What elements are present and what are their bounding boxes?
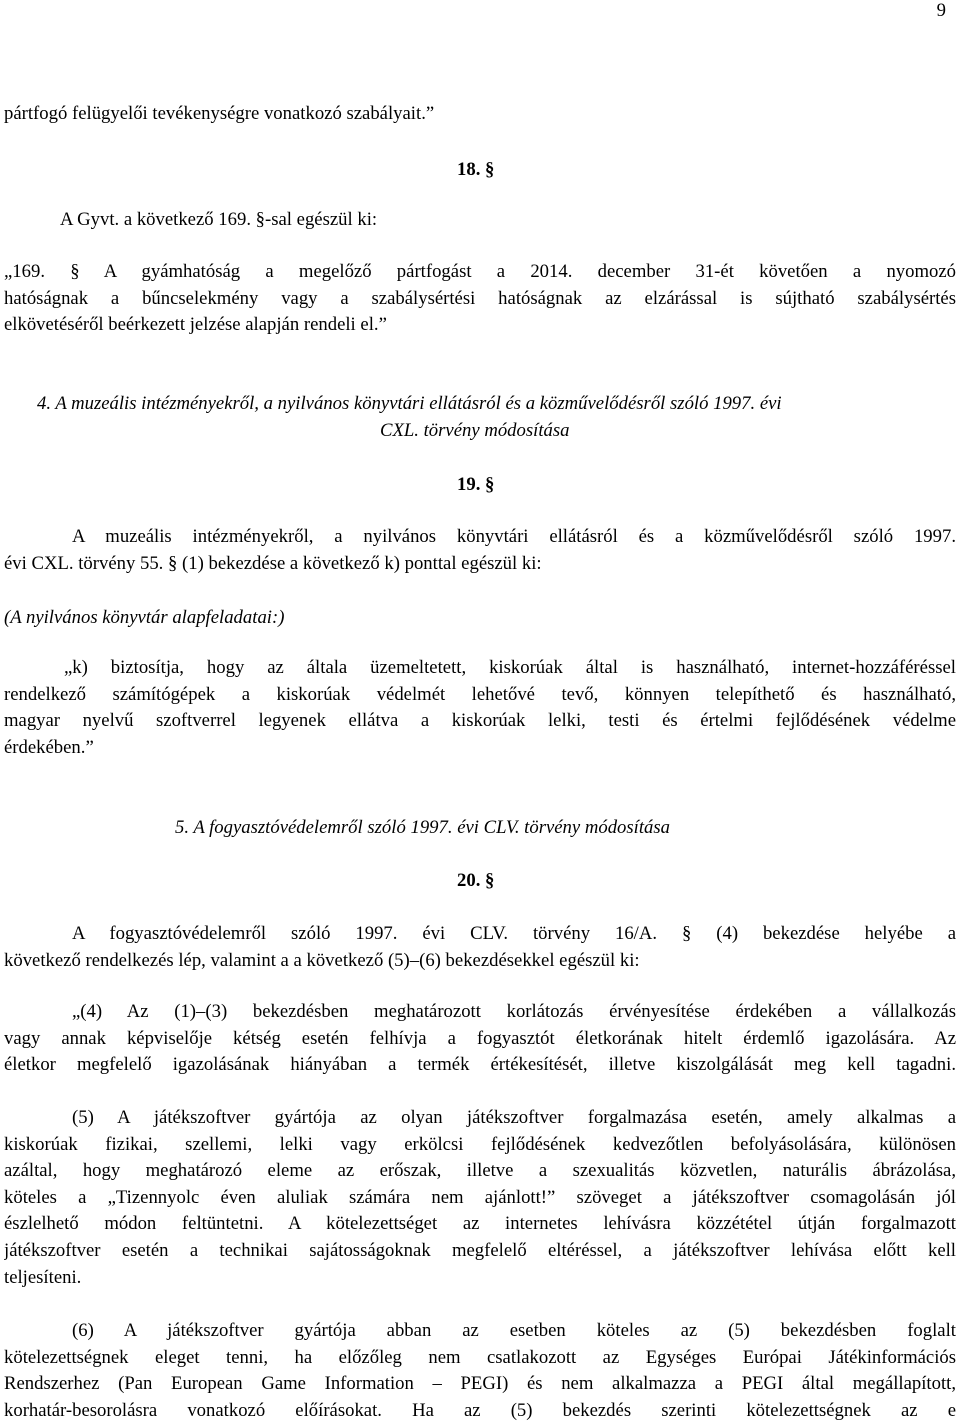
paragraph-4-line: életkor megfelelő igazolásának hiányában a termék értékesítését, illetve kiszolgálását meg kell tagadni.	[4, 1054, 956, 1076]
section-19-number: 19. §	[457, 474, 495, 495]
section-19-body-line: magyar nyelvű szoftverrel legyenek ellátva a kiskorúak lelki, testi és értelmi fejlődésének védelme	[4, 710, 956, 732]
paragraph-5-line: teljesíteni.	[4, 1266, 82, 1288]
section-19-body	[4, 655, 956, 761]
paragraph-5-line: azáltal, hogy meghatározó eleme az erőszak, illetve a szexualitás közvetlen, naturális ábrázolása,	[4, 1160, 956, 1182]
paragraph-6-line: (6) A játékszoftver gyártója abban az esetben köteles az (5) bekezdésben foglalt	[72, 1320, 956, 1341]
section-19-body-line: érdekében.”	[4, 736, 94, 758]
section-18-intro: A Gyvt. a következő 169. §-sal egészül ki:	[60, 209, 378, 230]
paragraph-5-line: kiskorúak fizikai, szellemi, lelki vagy erkölcsi fejlődésének kedvezőtlen befolyásolására, különösen	[4, 1133, 956, 1155]
section-20-intro	[4, 921, 956, 974]
paragraph-5-line: köteles a „Tizennyolc éven aluliak számára nem ajánlott!” szöveget a játékszoftver csomagolásán jól	[4, 1186, 956, 1208]
section-19-context: (A nyilvános könyvtár alapfeladatai:)	[4, 607, 285, 628]
section-19-body-line: „k) biztosítja, hogy az általa üzemeltetett, kiskorúak által is használható, internet-hozzáféréssel	[64, 657, 956, 678]
section-20-paragraph-4	[4, 999, 956, 1079]
section-20-paragraph-6	[4, 1318, 956, 1424]
heading-4-line2: CXL. törvény módosítása	[380, 420, 570, 441]
section-19-intro	[4, 524, 956, 577]
paragraph-4-line: „(4) Az (1)–(3) bekezdésben meghatározott korlátozás érvényesítése érdekében a vállalkozás	[72, 1001, 956, 1022]
continuation-line: pártfogó felügyelői tevékenységre vonatkozó szabályait.”	[4, 103, 435, 124]
heading-4-line1: 4. A muzeális intézményekről, a nyilvános könyvtári ellátásról és a közművelődésről szóló 1997. évi	[37, 393, 782, 414]
section-19-body-line: rendelkező számítógépek a kiskorúak védelmét lehetővé tevő, könnyen telepíthető és használható,	[4, 683, 956, 705]
section-18-line: elkövetéséről beérkezett jelzése alapján rendeli el.”	[4, 314, 387, 336]
paragraph-5-line: észlelhető módon feltüntetni. A kötelezettséget az internetes lehívásra közzététel útján forgalmazott	[4, 1213, 956, 1235]
paragraph-5-line: (5) A játékszoftver gyártója az olyan játékszoftver forgalmazása esetén, amely alkalmas a	[72, 1107, 956, 1128]
section-18-body	[4, 259, 956, 339]
section-20-intro-line: következő rendelkezés lép, valamint a a következő (5)–(6) bekezdésekkel egészül ki:	[4, 949, 640, 971]
section-20-intro-line: A fogyasztóvédelemről szóló 1997. évi CLV. törvény 16/A. § (4) bekezdése helyébe a	[72, 923, 956, 944]
paragraph-6-line: Rendszerhez (Pan European Game Information – PEGI) és nem alkalmazza a PEGI által megállapított,	[4, 1373, 956, 1395]
paragraph-6-line: kötelezettségnek eleget tenni, ha előzőleg nem csatlakozott az Egységes Európai Játékinformációs	[4, 1346, 956, 1368]
section-20-number: 20. §	[457, 870, 495, 891]
section-19-intro-line: évi CXL. törvény 55. § (1) bekezdése a következő k) ponttal egészül ki:	[4, 552, 542, 574]
paragraph-4-line: vagy annak képviselője kétség esetén felhívja a fogyasztót életkorának hitelt érdemlő igazolására. Az	[4, 1027, 956, 1049]
heading-5: 5. A fogyasztóvédelemről szóló 1997. évi CLV. törvény módosítása	[175, 817, 671, 838]
section-18-line: hatóságnak a bűncselekmény vagy a szabálysértési hatóságnak az elzárással is sújtható szabálysértés	[4, 287, 956, 309]
paragraph-5-line: játékszoftver esetén a technikai sajátosságoknak megfelelő eltéréssel, a játékszoftver lehívása előtt kell	[4, 1239, 956, 1261]
section-18-line: „169. § A gyámhatóság a megelőző pártfogást a 2014. december 31-ét követően a nyomozó	[4, 261, 956, 282]
section-20-paragraph-5	[4, 1105, 956, 1291]
paragraph-6-line: korhatár-besorolásra vonatkozó előírásokat. Ha az (5) bekezdés szerinti kötelezettségnek az e	[4, 1399, 956, 1421]
section-18-number: 18. §	[457, 159, 495, 180]
page-number: 9	[936, 0, 946, 21]
section-19-intro-line: A muzeális intézményekről, a nyilvános könyvtári ellátásról és a közművelődésről szóló 1997.	[72, 526, 956, 547]
